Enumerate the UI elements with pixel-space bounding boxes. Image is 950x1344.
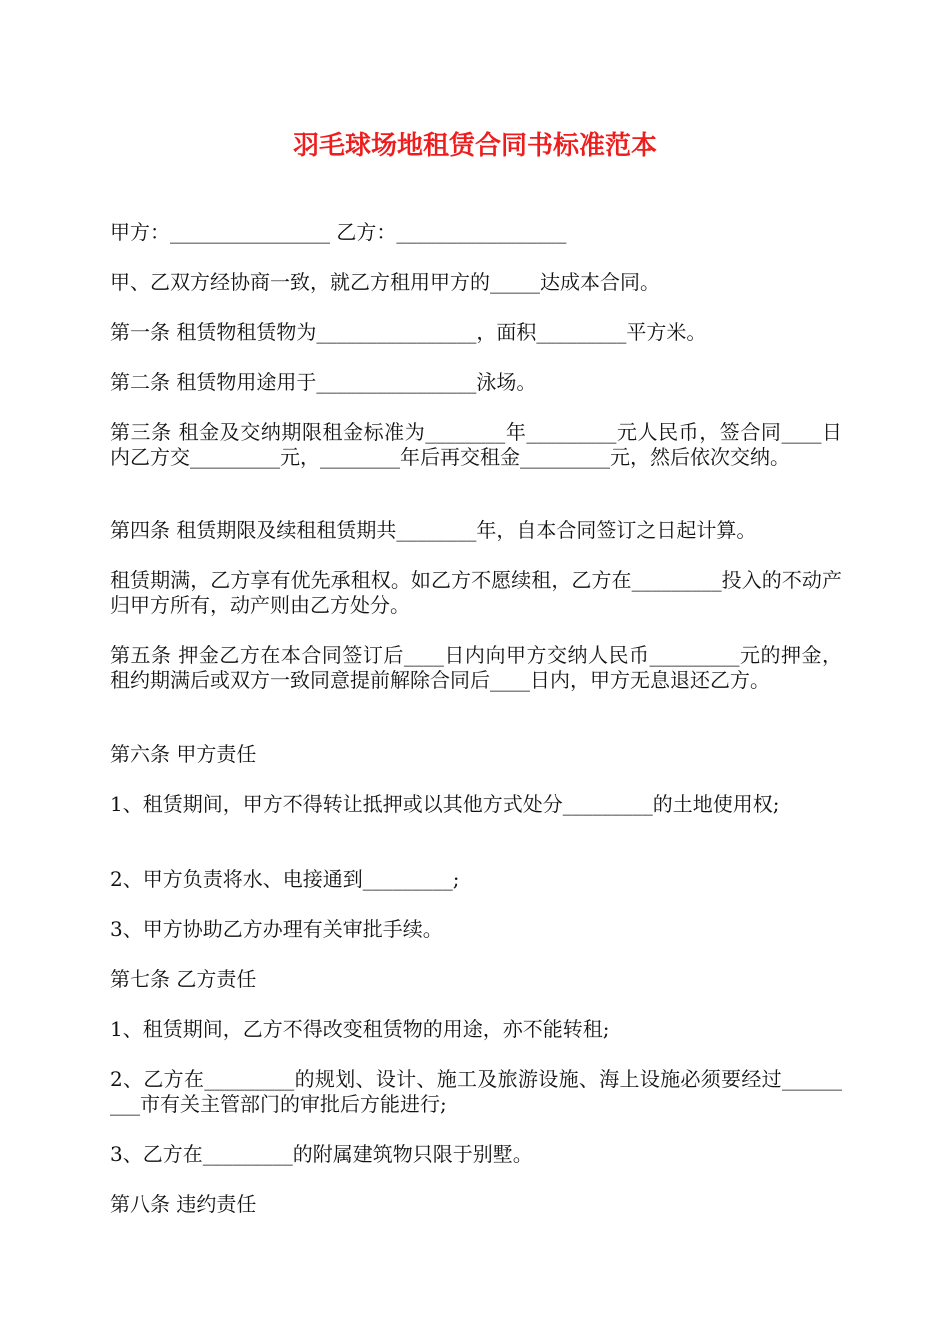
article-6-item-1: 1、租赁期间，甲方不得转让抵押或以其他方式处分_________的土地使用权; bbox=[110, 792, 780, 816]
party-line: 甲方：________________ 乙方：_________________ bbox=[110, 220, 567, 244]
article-7-item-3: 3、乙方在_________的附属建筑物只限于别墅。 bbox=[110, 1142, 533, 1166]
article-8-heading: 第八条 违约责任 bbox=[110, 1192, 257, 1216]
article-4-renewal: 租赁期满，乙方享有优先承租权。如乙方不愿续租，乙方在_________投入的不动产归甲方所有，动产则由乙方处分。 bbox=[110, 568, 842, 617]
article-7-item-2: 2、乙方在_________的规划、设计、施工及旅游设施、海上设施必须要经过_________市有关主管部门的审批后方能进行; bbox=[110, 1067, 842, 1116]
article-2: 第二条 租赁物用途用于________________泳场。 bbox=[110, 370, 537, 394]
article-1: 第一条 租赁物租赁物为________________，面积_________平方米。 bbox=[110, 320, 707, 344]
article-6-heading: 第六条 甲方责任 bbox=[110, 742, 257, 766]
article-7-item-1: 1、租赁期间，乙方不得改变租赁物的用途，亦不能转租; bbox=[110, 1017, 610, 1041]
article-6-item-3: 3、甲方协助乙方办理有关审批手续。 bbox=[110, 917, 443, 941]
article-7-heading: 第七条 乙方责任 bbox=[110, 967, 257, 991]
article-4: 第四条 租赁期限及续租租赁期共________年，自本合同签订之日起计算。 bbox=[110, 518, 757, 542]
article-3: 第三条 租金及交纳期限租金标准为________年_________元人民币，签合同____日内乙方交_________元，________年后再交租金_________元，然后依次交纳。 bbox=[110, 420, 842, 469]
document-title: 羽毛球场地租赁合同书标准范本 bbox=[292, 131, 657, 161]
article-5: 第五条 押金乙方在本合同签订后____日内向甲方交纳人民币_________元的押金，租约期满后或双方一致同意提前解除合同后____日内，甲方无息退还乙方。 bbox=[110, 643, 842, 692]
preamble: 甲、乙双方经协商一致，就乙方租用甲方的_____达成本合同。 bbox=[110, 270, 660, 294]
article-6-item-2: 2、甲方负责将水、电接通到_________; bbox=[110, 867, 460, 891]
